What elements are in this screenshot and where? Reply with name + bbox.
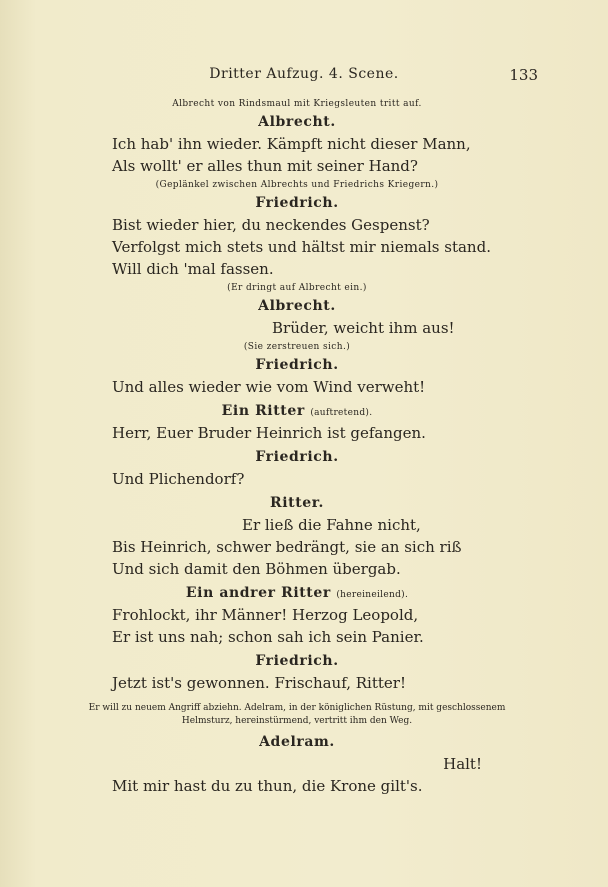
- verse-line: Und sich damit den Böhmen übergab.: [112, 560, 401, 578]
- verse-line: Will dich 'mal fassen.: [112, 260, 274, 278]
- verse-line: Bist wieder hier, du neckendes Gespenst?: [112, 216, 430, 234]
- speaker-label: Friedrich.: [255, 195, 339, 211]
- speaker-label: Ritter.: [270, 495, 324, 511]
- verse-line: Er ließ die Fahne nicht,: [242, 516, 421, 534]
- speaker-name: [112, 357, 482, 373]
- speaker-direction: (auftretend).: [310, 408, 373, 418]
- verse-line: Frohlockt, ihr Männer! Herzog Leopold,: [112, 606, 419, 624]
- speaker-name: [112, 734, 482, 750]
- speaker-label: Ein Ritter: [221, 403, 305, 419]
- speaker-label: Albrecht.: [258, 298, 336, 314]
- page-number: 133: [509, 66, 538, 84]
- verse-line: Und alles wieder wie vom Wind verweht!: [112, 378, 426, 396]
- stage-direction: Albrecht von Rindsmaul mit Kriegsleuten tritt auf.: [172, 99, 422, 109]
- verse-line: Bis Heinrich, schwer bedrängt, sie an sich riß: [112, 538, 462, 556]
- verse-line: Als wollt' er alles thun mit seiner Hand?: [112, 157, 418, 175]
- speaker-label: Friedrich.: [255, 449, 339, 465]
- speaker-name: [112, 195, 482, 211]
- speaker-label: Friedrich.: [255, 653, 339, 669]
- running-title: Dritter Aufzug. 4. Scene.: [209, 66, 399, 82]
- speaker-label: Friedrich.: [255, 357, 339, 373]
- stage-direction: (Sie zerstreuen sich.): [243, 342, 351, 352]
- speaker-label: Albrecht.: [258, 114, 336, 130]
- speaker-name: [112, 114, 482, 130]
- speaker-direction: (hereineilend).: [336, 590, 409, 600]
- stage-direction: (Er dringt auf Albrecht ein.): [227, 283, 367, 293]
- speaker-name: [112, 298, 482, 314]
- stage-direction: Er will zu neuem Angriff abziehn. Adelram, in der königlichen Rüstung, mit geschlossenem Helmsturz, hereinstürmend, vertritt ihm den Weg.: [88, 703, 506, 726]
- verse-line: Er ist uns nah; schon sah ich sein Panier.: [112, 628, 424, 646]
- speaker-label: Ein andrer Ritter: [185, 585, 331, 601]
- speaker-name: [112, 449, 482, 465]
- verse-line: Herr, Euer Bruder Heinrich ist gefangen.: [112, 424, 426, 442]
- stage-direction: (Geplänkel zwischen Albrechts und Friedrichs Kriegern.): [155, 180, 439, 190]
- speaker-name: [112, 653, 482, 669]
- verse-line: Halt!: [443, 755, 482, 773]
- page-header: [0, 66, 608, 86]
- verse-line: Brüder, weicht ihm aus!: [272, 319, 455, 337]
- verse-line: Mit mir hast du zu thun, die Krone gilt's.: [112, 777, 423, 795]
- speaker-name: [112, 495, 482, 511]
- play-text: [88, 96, 506, 797]
- speaker-name: [112, 403, 482, 419]
- verse-line: Ich hab' ihn wieder. Kämpft nicht dieser Mann,: [112, 135, 471, 153]
- verse-line: Jetzt ist's gewonnen. Frischauf, Ritter!: [112, 674, 406, 692]
- verse-line: Und Plichendorf?: [112, 470, 245, 488]
- verse-line: Verfolgst mich stets und hältst mir niemals stand.: [112, 238, 491, 256]
- speaker-name: [112, 585, 482, 601]
- speaker-label: Adelram.: [259, 734, 335, 750]
